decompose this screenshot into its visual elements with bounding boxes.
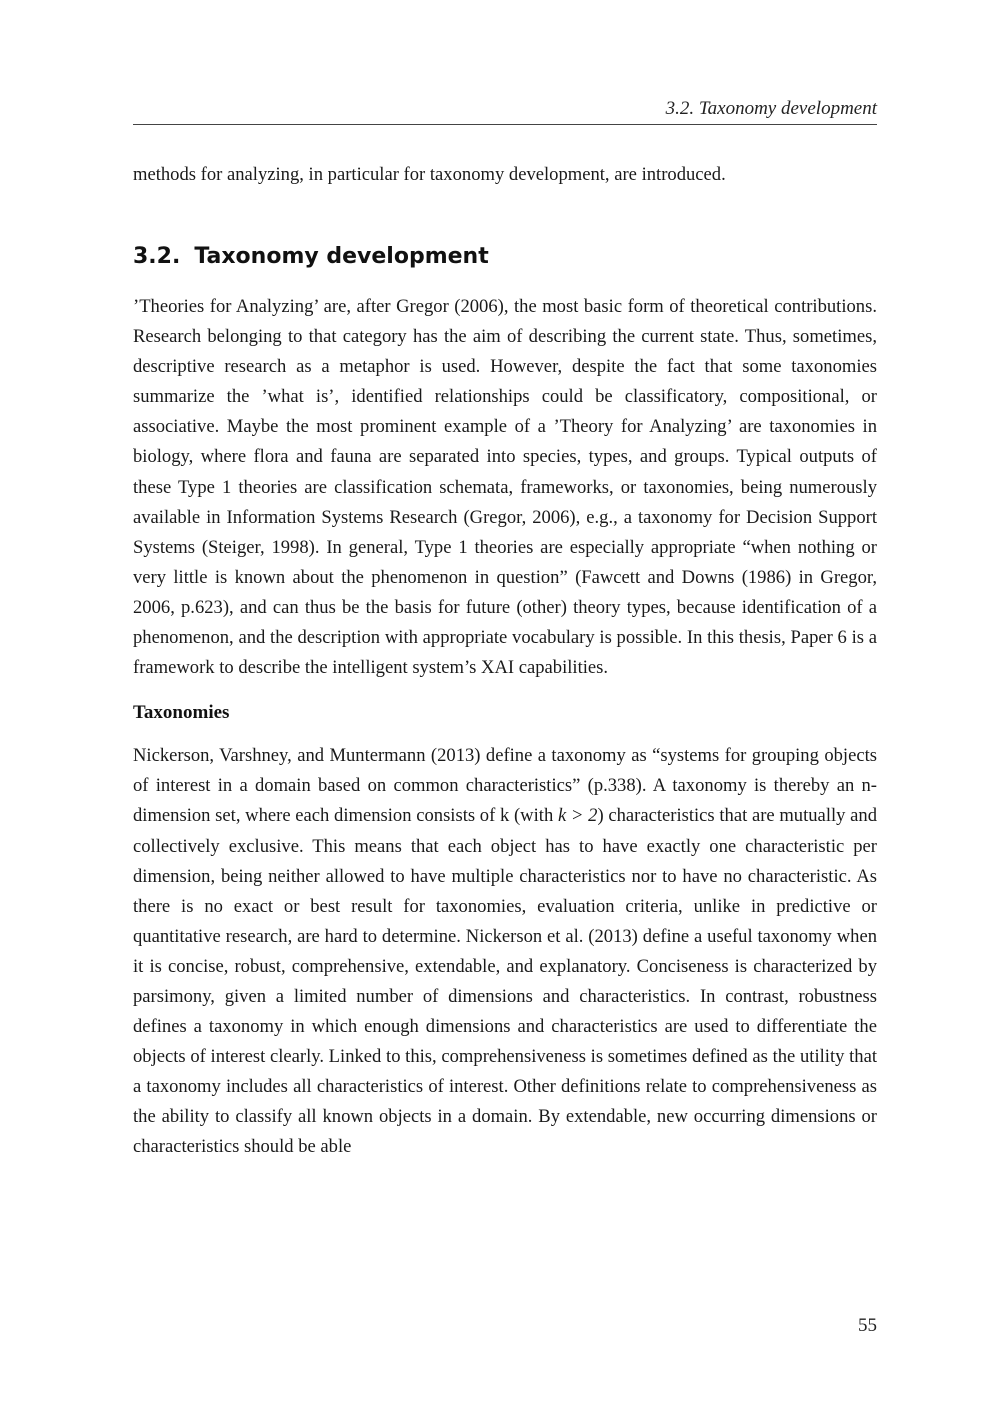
page-number: 55 <box>858 1315 877 1336</box>
math-inline: k > 2 <box>557 805 598 827</box>
header-rule <box>133 124 877 125</box>
page-content <box>133 160 877 1163</box>
intro-line: methods for analyzing, in particular for taxonomy development, are introduced. <box>133 164 726 185</box>
document-page <box>133 0 877 1414</box>
subsection-heading: Taxonomies <box>133 702 230 724</box>
section-title: Taxonomy development <box>194 244 489 269</box>
paragraph-theories-for-analyzing: ’Theories for Analyzing’ are, after Gregor (2006), the most basic form of theoretical contributions. Research belonging to that category has the aim of describing the current state. Thus, sometimes, descriptive research as a metaphor is used. However, despite the fact that some taxonomies summarize the ’what is’, identified relationships could be classificatory, compositional, or associative. Maybe the most prominent example of a ’Theory for Analyzing’ are taxonomies in biology, where flora and fauna are separated into species, types, and groups. Typical outputs of these Type 1 theories are classification schemata, frameworks, or taxonomies, being numerously available in Information Systems Research (Gregor, 2006), e.g., a taxonomy for Decision Support Systems (Steiger, 1998). In general, Type 1 theories are especially appropriate “when nothing or very little is known about the phenomenon in question” (Fawcett and Downs (1986) in Gregor, 2006, p.623), and can thus be the basis for future (other) theory types, because identification of a phenomenon, and the description with appropriate vocabulary is possible. In this thesis, Paper 6 is a framework to describe the intelligent system’s XAI capabilities. <box>133 296 877 679</box>
section-number: 3.2. <box>133 244 181 269</box>
paragraph-taxonomies-part-b: ) characteristics that are mutually and collectively exclusive. This means that each object has to have exactly one characteristic per dimension, being neither allowed to have multiple characteristics nor to have no characteristic. As there is no exact or best result for taxonomies, evaluation criteria, unlike in predictive or quantitative research, are hard to determine. Nickerson et al. (2013) define a useful taxonomy when it is concise, robust, comprehensive, extendable, and explanatory. Conciseness is characterized by parsimony, given a limited number of dimensions and characteristics. In contrast, robustness defines a taxonomy in which enough dimensions and characteristics are used to differentiate the objects of interest clearly. Linked to this, comprehensiveness is sometimes defined as the utility that a taxonomy includes all characteristics of interest. Other definitions relate to comprehensiveness as the ability to classify all known objects in a domain. By extendable, new occurring dimensions or characteristics should be able <box>133 805 877 1158</box>
running-header: 3.2. Taxonomy development <box>665 98 877 119</box>
paragraph-taxonomies <box>133 741 877 1162</box>
paragraph-taxonomies-part-a: Nickerson, Varshney, and Muntermann (2013) define a taxonomy as “systems for grouping objects of interest in a domain based on common characteristics” (p.338). A taxonomy is thereby an n-dimension set, where each dimension consists of k (with <box>133 745 877 827</box>
section-heading <box>133 242 877 272</box>
